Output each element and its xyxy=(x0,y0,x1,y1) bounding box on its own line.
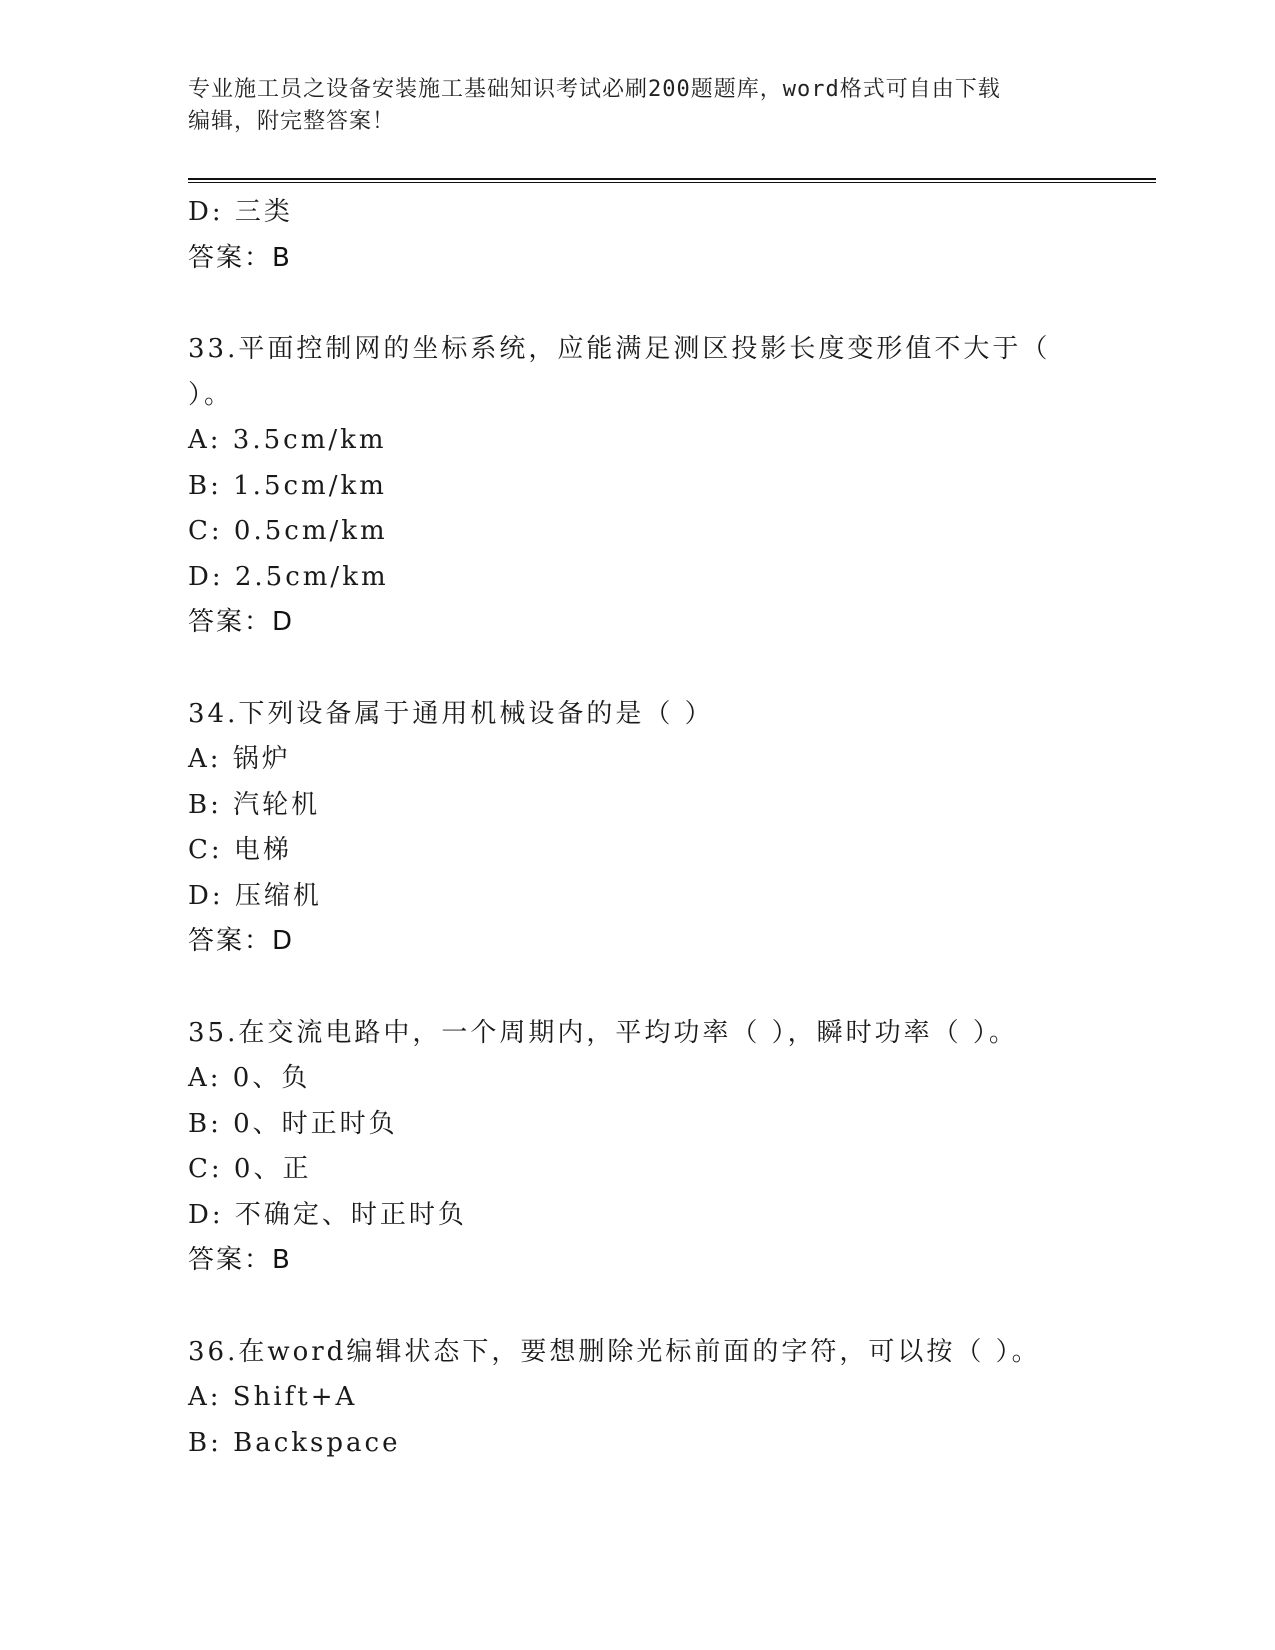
question-33 xyxy=(188,327,1068,646)
question-36 xyxy=(188,1330,1068,1467)
answer-line: 答案：B xyxy=(188,1245,292,1275)
option-b: B: 1.5cm/km xyxy=(188,470,387,501)
document-header xyxy=(188,74,1088,138)
option-d: D: 2.5cm/km xyxy=(188,561,389,592)
question-stem: 36.在word编辑状态下，要想删除光标前面的字符，可以按（ ）。 xyxy=(188,1336,1041,1367)
option-d: D: 压缩机 xyxy=(188,880,322,911)
header-line-1: 专业施工员之设备安装施工基础知识考试必刷200题题库，word格式可自由下载 xyxy=(188,77,1001,102)
option-a: A: Shift+A xyxy=(188,1382,358,1412)
option-a: A: 0、负 xyxy=(188,1063,311,1093)
header-rule-thick xyxy=(188,178,1156,180)
question-stem: 33.平面控制网的坐标系统，应能满足测区投影长度变形值不大于（ xyxy=(188,334,1051,364)
question-list xyxy=(188,190,1068,1466)
header-line-2: 编辑，附完整答案！ xyxy=(188,109,396,134)
answer-line: 答案：D xyxy=(188,926,295,956)
question-stem-continued: ）。 xyxy=(188,379,234,410)
option-b: B: 0、时正时负 xyxy=(188,1108,398,1139)
option-d: D: 不确定、时正时负 xyxy=(188,1199,467,1230)
option-c: C: 0.5cm/km xyxy=(188,516,388,546)
option-a: A: 锅炉 xyxy=(188,744,291,774)
answer-line: 答案：D xyxy=(188,607,295,637)
option-a: A: 3.5cm/km xyxy=(188,425,387,455)
question-stem: 34.下列设备属于通用机械设备的是（ ） xyxy=(188,698,714,729)
answer-line: 答案：B xyxy=(188,242,292,273)
option-c: C: 0、正 xyxy=(188,1154,312,1184)
option-b: B: Backspace xyxy=(188,1427,401,1458)
question-35 xyxy=(188,1011,1068,1284)
option-c: C: 电梯 xyxy=(188,835,292,865)
header-rule-thin xyxy=(188,182,1156,183)
question-34 xyxy=(188,692,1068,965)
question-stem: 35.在交流电路中，一个周期内，平均功率（ ），瞬时功率（ ）。 xyxy=(188,1017,1018,1048)
option-b: B: 汽轮机 xyxy=(188,789,321,820)
option-d: D: 三类 xyxy=(188,197,293,227)
